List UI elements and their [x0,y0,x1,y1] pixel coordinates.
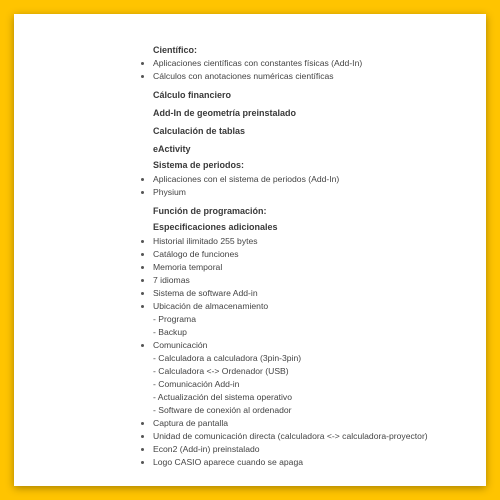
section-list [138,173,478,199]
list-item: Unidad de comunicación directa (calculadora <-> calculadora-proyector) [138,430,478,443]
content-card [14,14,486,486]
list-item: Catálogo de funciones [138,248,478,261]
list-item: Memoria temporal [138,261,478,274]
list-item: Sistema de software Add-in [138,287,478,300]
list-item: Physium [138,186,478,199]
section-heading: eActivity [153,144,191,154]
list-item: Econ2 (Add-in) preinstalado [138,443,478,456]
list-item: Ubicación de almacenamiento [138,300,478,313]
list-item: Captura de pantalla [138,417,478,430]
section-heading: Cálculo financiero [153,90,232,100]
list-item: Logo CASIO aparece cuando se apaga [138,456,478,469]
sub-list-item: - Backup [153,327,187,337]
section-list [138,235,478,469]
sub-list-item: - Calculadora <-> Ordenador (USB) [153,366,289,376]
list-item: Aplicaciones científicas con constantes físicas (Add-In) [138,57,478,70]
sub-list-item: - Programa [153,314,196,324]
section-heading: Calculación de tablas [153,126,246,136]
list-item: Cálculos con anotaciones numéricas científicas [138,70,478,83]
sub-list-item: - Software de conexión al ordenador [153,405,292,415]
sub-list-item: - Actualización del sistema operativo [153,392,293,402]
section-heading: Especificaciones adicionales [153,222,278,232]
section-heading: Sistema de periodos: [153,160,245,170]
sub-list-item: - Comunicación Add-in [153,379,240,389]
list-item: Comunicación [138,339,478,352]
section-heading: Add-In de geometría preinstalado [153,108,297,118]
section-heading: Función de programación: [153,206,267,216]
sub-list-item: - Calculadora a calculadora (3pin-3pin) [153,353,302,363]
section-heading: Científico: [153,45,197,55]
spec-list [138,44,478,469]
list-item: 7 idiomas [138,274,478,287]
list-item: Historial ilimitado 255 bytes [138,235,478,248]
list-item: Aplicaciones con el sistema de periodos (Add-In) [138,173,478,186]
section-list [138,57,478,83]
